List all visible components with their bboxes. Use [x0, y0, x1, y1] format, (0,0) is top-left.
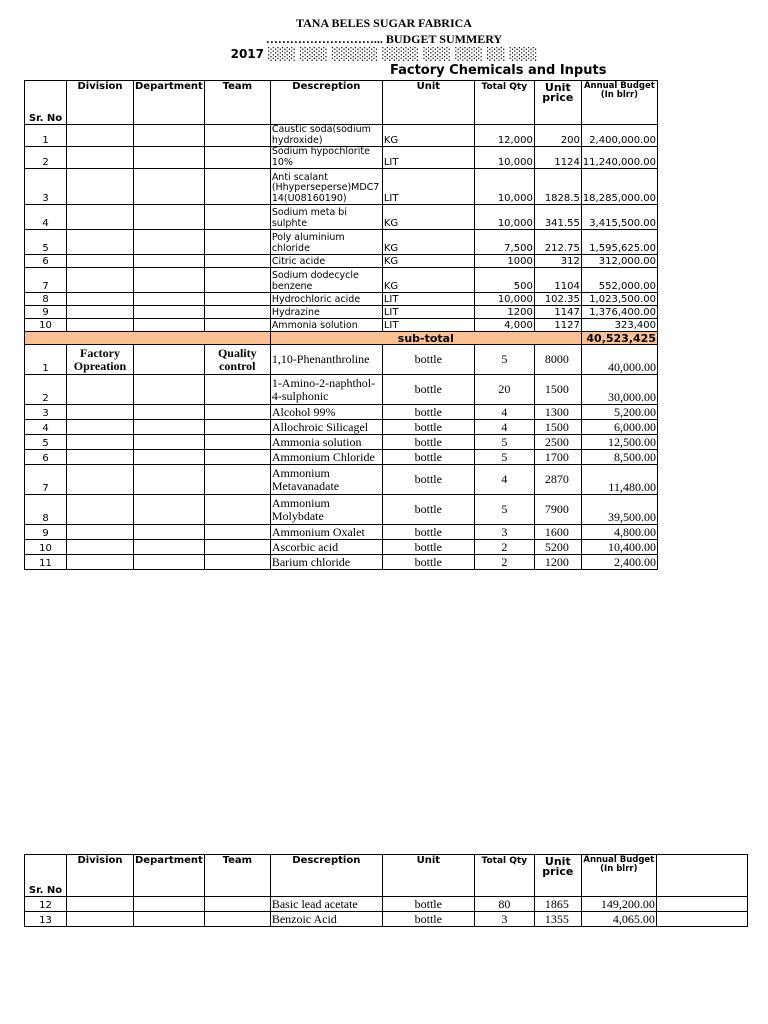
col-total-qty: Total Qty [474, 855, 534, 897]
cell-sr-no: 8 [25, 495, 67, 525]
cell-team [204, 306, 270, 319]
cell-department [134, 293, 205, 306]
cell-description: Hydrazine [270, 306, 382, 319]
cell-unit: bottle [382, 375, 474, 405]
cell-sr-no: 9 [25, 525, 67, 540]
table-row [25, 268, 658, 293]
cell-unit-price: 102.35 [534, 293, 581, 306]
cell-department [134, 169, 205, 205]
cell-sr-no: 11 [25, 555, 67, 570]
section-title: Factory Chemicals and Inputs [390, 63, 607, 78]
cell-unit: KG [382, 255, 474, 268]
table-row [25, 125, 658, 147]
cell-division [67, 169, 134, 205]
cell-unit-price: 1147 [534, 306, 581, 319]
cell-annual-budget: 11,480.00 [581, 465, 657, 495]
cell-department [134, 306, 205, 319]
cell-sr-no: 6 [25, 450, 67, 465]
cell-unit: KG [382, 230, 474, 255]
cell-annual-budget: 5,200.00 [581, 405, 657, 420]
cell-annual-budget: 1,023,500.00 [581, 293, 657, 306]
cell-department [134, 495, 205, 525]
cell-annual-budget: 12,500.00 [581, 435, 657, 450]
cell-description: Ammonium Oxalet [270, 525, 382, 540]
table-row [25, 450, 658, 465]
cell-sr-no: 4 [25, 420, 67, 435]
cell-department [134, 912, 205, 927]
cell-unit-price: 1200 [534, 555, 581, 570]
cell-total-qty: 5 [474, 435, 534, 450]
cell-extra [656, 897, 747, 912]
cell-sr-no: 7 [25, 268, 67, 293]
cell-department [134, 268, 205, 293]
cell-unit-price: 1355 [534, 912, 581, 927]
cell-department [134, 319, 205, 332]
cell-division [67, 293, 134, 306]
col-description: Descreption [270, 81, 382, 125]
cell-annual-budget: 2,400.00 [581, 555, 657, 570]
cell-unit-price: 200 [534, 125, 581, 147]
cell-total-qty: 1200 [474, 306, 534, 319]
col-annual-budget: Annual Budget (In blrr) [581, 855, 656, 897]
cell-description: Caustic soda(sodium hydroxide) [270, 125, 382, 147]
cell-sr-no: 12 [25, 897, 67, 912]
cell-sr-no: 2 [25, 375, 67, 405]
cell-team [204, 897, 270, 912]
col-team: Team [204, 81, 270, 125]
table-row [25, 912, 748, 927]
cell-unit-price: 7900 [534, 495, 581, 525]
subtotal-row [25, 332, 658, 345]
cell-division [67, 465, 134, 495]
cell-unit-price: 1865 [534, 897, 581, 912]
cell-sr-no: 13 [25, 912, 67, 927]
year-subtitle: 2017 ░░░ ░░░ ░░░░░ ░░░░ ░░░ ░░░ ░░ ░░░ [230, 47, 538, 61]
table-row [25, 435, 658, 450]
table-row [25, 495, 658, 525]
cell-description: Ascorbic acid [270, 540, 382, 555]
cell-unit: LIT [382, 319, 474, 332]
col-department: Department [134, 81, 205, 125]
cell-description: Sodium hypochlorite 10% [270, 147, 382, 169]
cell-annual-budget: 1,376,400.00 [581, 306, 657, 319]
cell-description: Ammonium Metavanadate [270, 465, 382, 495]
table-header-row [25, 855, 748, 897]
cell-division [67, 405, 134, 420]
cell-unit: bottle [382, 912, 474, 927]
cell-unit-price: 1600 [534, 525, 581, 540]
cell-sr-no: 4 [25, 205, 67, 230]
cell-annual-budget: 40,000.00 [581, 345, 657, 375]
table-row [25, 293, 658, 306]
cell-total-qty: 5 [474, 345, 534, 375]
cell-unit-price: 1300 [534, 405, 581, 420]
cell-unit: LIT [382, 147, 474, 169]
table-row [25, 540, 658, 555]
cell-annual-budget: 11,240,000.00 [581, 147, 657, 169]
cell-unit-price: 5200 [534, 540, 581, 555]
cell-department [134, 345, 205, 375]
cell-team [204, 268, 270, 293]
cell-total-qty: 20 [474, 375, 534, 405]
cell-total-qty: 80 [474, 897, 534, 912]
cell-description: Ammonia solution [270, 319, 382, 332]
cell-annual-budget: 10,400.00 [581, 540, 657, 555]
cell-sr-no: 10 [25, 540, 67, 555]
cell-description: Ammonium Molybdate [270, 495, 382, 525]
cell-department [134, 420, 205, 435]
cell-division [67, 912, 134, 927]
cell-division [67, 897, 134, 912]
cell-team [204, 405, 270, 420]
cell-team [204, 319, 270, 332]
cell-description: Ammonium Chloride [270, 450, 382, 465]
cell-team: Quality control [204, 345, 270, 375]
cell-team [204, 230, 270, 255]
cell-unit: bottle [382, 465, 474, 495]
cell-team [204, 255, 270, 268]
cell-description: Barium chloride [270, 555, 382, 570]
cell-team [204, 540, 270, 555]
cell-annual-budget: 312,000.00 [581, 255, 657, 268]
table-row [25, 319, 658, 332]
cell-division [67, 268, 134, 293]
cell-sr-no: 5 [25, 230, 67, 255]
cell-description: Sodium meta bi sulphte [270, 205, 382, 230]
cell-total-qty: 1000 [474, 255, 534, 268]
cell-description: Anti scalant (Hhyperseperse)MDC7 14(U08160190) [270, 169, 382, 205]
cell-division [67, 205, 134, 230]
cell-annual-budget: 30,000.00 [581, 375, 657, 405]
cell-total-qty: 10,000 [474, 205, 534, 230]
table-row [25, 205, 658, 230]
cell-total-qty: 2 [474, 540, 534, 555]
table-row [25, 525, 658, 540]
cell-division [67, 435, 134, 450]
cell-description: 1,10-Phenanthroline [270, 345, 382, 375]
cell-department [134, 125, 205, 147]
cell-division [67, 525, 134, 540]
cell-sr-no: 7 [25, 465, 67, 495]
cell-description: Sodium dodecycle benzene [270, 268, 382, 293]
cell-sr-no: 1 [25, 125, 67, 147]
cell-team [204, 525, 270, 540]
cell-unit-price: 1124 [534, 147, 581, 169]
col-unit-price: Unit price [534, 855, 581, 897]
cell-department [134, 205, 205, 230]
col-unit: Unit [382, 81, 474, 125]
cell-total-qty: 500 [474, 268, 534, 293]
cell-sr-no: 8 [25, 293, 67, 306]
cell-unit: bottle [382, 540, 474, 555]
cell-total-qty: 10,000 [474, 169, 534, 205]
cell-total-qty: 4 [474, 420, 534, 435]
cell-unit-price: 341.55 [534, 205, 581, 230]
cell-team [204, 420, 270, 435]
col-unit-price: Unit price [534, 81, 581, 125]
cell-total-qty: 2 [474, 555, 534, 570]
cell-unit-price: 2870 [534, 465, 581, 495]
cell-division [67, 255, 134, 268]
cell-annual-budget: 6,000.00 [581, 420, 657, 435]
cell-annual-budget: 4,800.00 [581, 525, 657, 540]
table-row [25, 375, 658, 405]
cell-sr-no: 3 [25, 405, 67, 420]
cell-division [67, 420, 134, 435]
cell-team [204, 125, 270, 147]
cell-total-qty: 5 [474, 450, 534, 465]
cell-unit: bottle [382, 435, 474, 450]
col-team: Team [204, 855, 270, 897]
table-row [25, 420, 658, 435]
cell-total-qty: 10,000 [474, 293, 534, 306]
budget-table-main [24, 80, 658, 570]
cell-total-qty: 7,500 [474, 230, 534, 255]
cell-team [204, 912, 270, 927]
cell-description: Basic lead acetate [270, 897, 382, 912]
col-annual-budget: Annual Budget (In blrr) [581, 81, 657, 125]
cell-total-qty: 3 [474, 525, 534, 540]
cell-team [204, 205, 270, 230]
col-extra [656, 855, 747, 897]
cell-total-qty: 12,000 [474, 125, 534, 147]
cell-division [67, 540, 134, 555]
cell-team [204, 495, 270, 525]
cell-team [204, 465, 270, 495]
cell-unit: bottle [382, 420, 474, 435]
cell-unit: bottle [382, 405, 474, 420]
cell-unit-price: 1828.5 [534, 169, 581, 205]
cell-department [134, 540, 205, 555]
cell-unit: bottle [382, 555, 474, 570]
table-row [25, 255, 658, 268]
cell-description: Alcohol 99% [270, 405, 382, 420]
table-row [25, 465, 658, 495]
cell-unit: bottle [382, 897, 474, 912]
cell-unit-price: 1104 [534, 268, 581, 293]
table-row [25, 306, 658, 319]
table-header-row [25, 81, 658, 125]
cell-annual-budget: 2,400,000.00 [581, 125, 657, 147]
cell-description: 1-Amino-2-naphthol-4-sulphonic [270, 375, 382, 405]
cell-team [204, 375, 270, 405]
cell-description: Ammonia solution [270, 435, 382, 450]
cell-annual-budget: 323,400 [581, 319, 657, 332]
cell-total-qty: 4 [474, 465, 534, 495]
cell-department [134, 405, 205, 420]
cell-division [67, 450, 134, 465]
cell-division [67, 147, 134, 169]
cell-sr-no: 3 [25, 169, 67, 205]
cell-division [67, 495, 134, 525]
cell-sr-no: 1 [25, 345, 67, 375]
cell-annual-budget: 552,000.00 [581, 268, 657, 293]
cell-description: Hydrochloric acide [270, 293, 382, 306]
cell-division: Factory Opreation [67, 345, 134, 375]
cell-unit-price: 2500 [534, 435, 581, 450]
cell-division [67, 375, 134, 405]
cell-team [204, 147, 270, 169]
cell-total-qty: 3 [474, 912, 534, 927]
cell-sr-no: 5 [25, 435, 67, 450]
cell-department [134, 255, 205, 268]
table-row [25, 345, 658, 375]
col-department: Department [134, 855, 205, 897]
cell-unit: bottle [382, 495, 474, 525]
cell-description: Poly aluminium chloride [270, 230, 382, 255]
table-row [25, 405, 658, 420]
col-total-qty: Total Qty [474, 81, 534, 125]
cell-unit: LIT [382, 293, 474, 306]
cell-department [134, 465, 205, 495]
cell-unit-price: 1127 [534, 319, 581, 332]
cell-sr-no: 10 [25, 319, 67, 332]
cell-division [67, 319, 134, 332]
cell-total-qty: 4 [474, 405, 534, 420]
cell-department [134, 230, 205, 255]
cell-total-qty: 5 [474, 495, 534, 525]
table-row [25, 230, 658, 255]
cell-unit: bottle [382, 450, 474, 465]
budget-summary-title: ………………………... BUDGET SUMMERY [265, 32, 503, 46]
table-row [25, 169, 658, 205]
cell-division [67, 306, 134, 319]
cell-unit: KG [382, 268, 474, 293]
cell-total-qty: 10,000 [474, 147, 534, 169]
cell-unit-price: 8000 [534, 345, 581, 375]
cell-sr-no: 2 [25, 147, 67, 169]
cell-unit-price: 1500 [534, 375, 581, 405]
cell-description: Citric acide [270, 255, 382, 268]
cell-unit-price: 1500 [534, 420, 581, 435]
cell-annual-budget: 39,500.00 [581, 495, 657, 525]
col-unit: Unit [382, 855, 474, 897]
table-row [25, 555, 658, 570]
cell-description: Allochroic Silicagel [270, 420, 382, 435]
cell-unit: KG [382, 205, 474, 230]
budget-table-continued [24, 854, 748, 927]
cell-sr-no: 6 [25, 255, 67, 268]
cell-team [204, 169, 270, 205]
cell-unit-price: 212.75 [534, 230, 581, 255]
col-division: Division [67, 81, 134, 125]
cell-unit: bottle [382, 525, 474, 540]
cell-unit: bottle [382, 345, 474, 375]
cell-department [134, 435, 205, 450]
company-title: TANA BELES SUGAR FABRICA [296, 16, 472, 30]
cell-team [204, 555, 270, 570]
cell-blank [25, 332, 271, 345]
cell-annual-budget: 8,500.00 [581, 450, 657, 465]
cell-extra [656, 912, 747, 927]
table-row [25, 897, 748, 912]
cell-division [67, 230, 134, 255]
cell-annual-budget: 149,200.00 [581, 897, 656, 912]
cell-team [204, 435, 270, 450]
cell-department [134, 897, 205, 912]
cell-team [204, 293, 270, 306]
cell-description: Benzoic Acid [270, 912, 382, 927]
cell-unit: LIT [382, 306, 474, 319]
col-description: Descreption [270, 855, 382, 897]
cell-annual-budget: 18,285,000.00 [581, 169, 657, 205]
col-sr-no: Sr. No [25, 855, 67, 897]
cell-total-qty: 4,000 [474, 319, 534, 332]
col-sr-no: Sr. No [25, 81, 67, 125]
cell-sr-no: 9 [25, 306, 67, 319]
cell-team [204, 450, 270, 465]
cell-unit-price: 1700 [534, 450, 581, 465]
cell-unit: KG [382, 125, 474, 147]
cell-unit-price: 312 [534, 255, 581, 268]
cell-department [134, 375, 205, 405]
cell-department [134, 147, 205, 169]
cell-annual-budget: 1,595,625.00 [581, 230, 657, 255]
subtotal-label: sub-total [270, 332, 581, 345]
cell-department [134, 555, 205, 570]
cell-annual-budget: 3,415,500.00 [581, 205, 657, 230]
table-row [25, 147, 658, 169]
cell-division [67, 555, 134, 570]
cell-department [134, 525, 205, 540]
cell-department [134, 450, 205, 465]
col-division: Division [67, 855, 134, 897]
subtotal-value: 40,523,425 [581, 332, 657, 345]
cell-unit: LIT [382, 169, 474, 205]
cell-division [67, 125, 134, 147]
cell-annual-budget: 4,065.00 [581, 912, 656, 927]
